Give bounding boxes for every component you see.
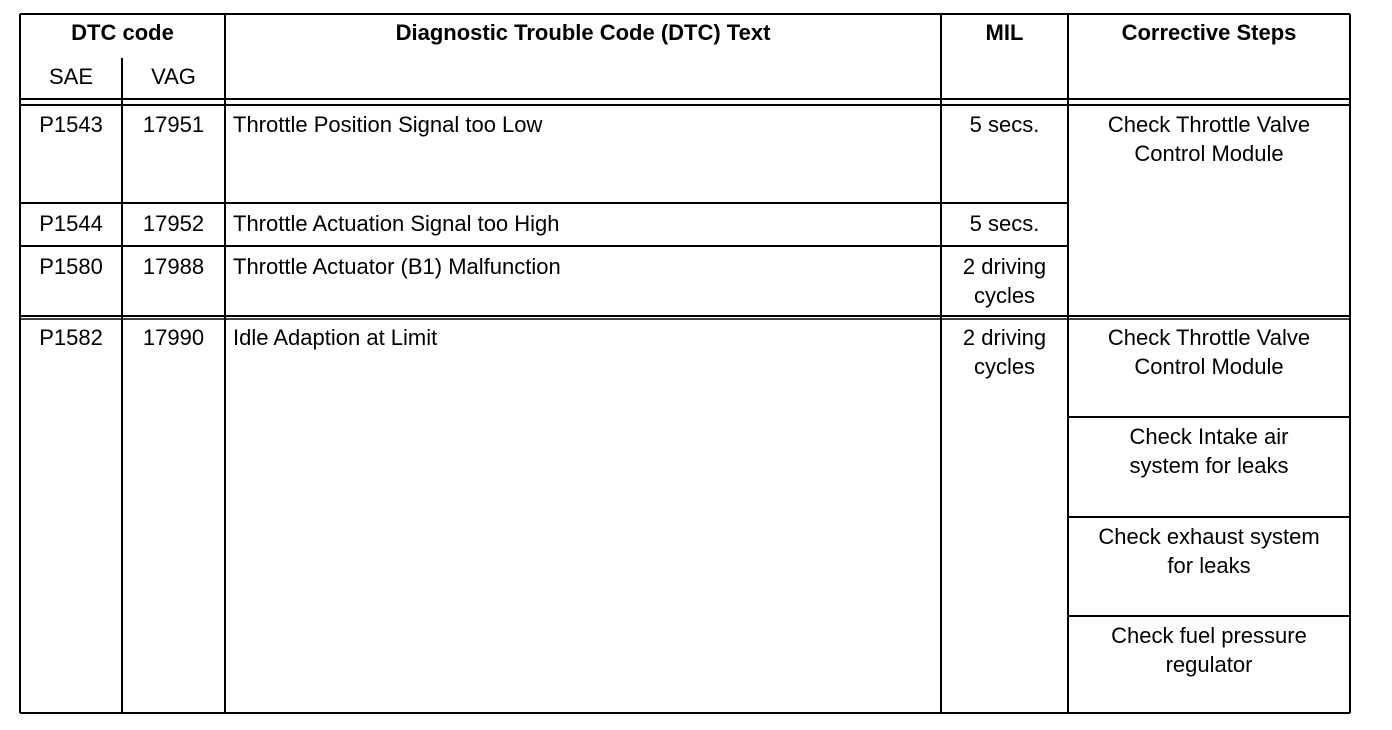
row-4-text: Idle Adaption at Limit — [233, 325, 438, 350]
row-2-mil: 5 secs. — [969, 211, 1040, 236]
row-2-sae: P1544 — [39, 211, 103, 236]
header-dtc-text: Diagnostic Trouble Code (DTC) Text — [395, 20, 771, 45]
corrective-step-4: Check exhaust system for leaks — [1098, 524, 1320, 578]
header-dtc-code: DTC code — [71, 20, 174, 45]
row-4-mil: 2 driving cycles — [962, 325, 1047, 379]
row-3-mil: 2 driving cycles — [962, 254, 1047, 308]
row-3-vag: 17988 — [142, 254, 205, 279]
header-corrective-steps: Corrective Steps — [1121, 20, 1297, 45]
row-1-mil: 5 secs. — [969, 112, 1040, 137]
corrective-step-2: Check Throttle Valve Control Module — [1107, 325, 1311, 379]
row-3-sae: P1580 — [39, 254, 103, 279]
row-1-text: Throttle Position Signal too Low — [233, 112, 543, 137]
row-1-vag: 17951 — [142, 112, 205, 137]
header-vag: VAG — [151, 64, 196, 89]
row-4-vag: 17990 — [142, 325, 205, 350]
corrective-step-1: Check Throttle Valve Control Module — [1107, 112, 1311, 166]
row-3-text: Throttle Actuator (B1) Malfunction — [233, 254, 561, 279]
row-2-vag: 17952 — [142, 211, 205, 236]
header-sae: SAE — [48, 64, 94, 89]
header-mil: MIL — [985, 20, 1024, 45]
corrective-step-5: Check fuel pressure regulator — [1111, 623, 1307, 677]
row-1-sae: P1543 — [39, 112, 103, 137]
row-4-sae: P1582 — [39, 325, 103, 350]
row-2-text: Throttle Actuation Signal too High — [233, 211, 560, 236]
corrective-step-3: Check Intake air system for leaks — [1129, 424, 1289, 478]
